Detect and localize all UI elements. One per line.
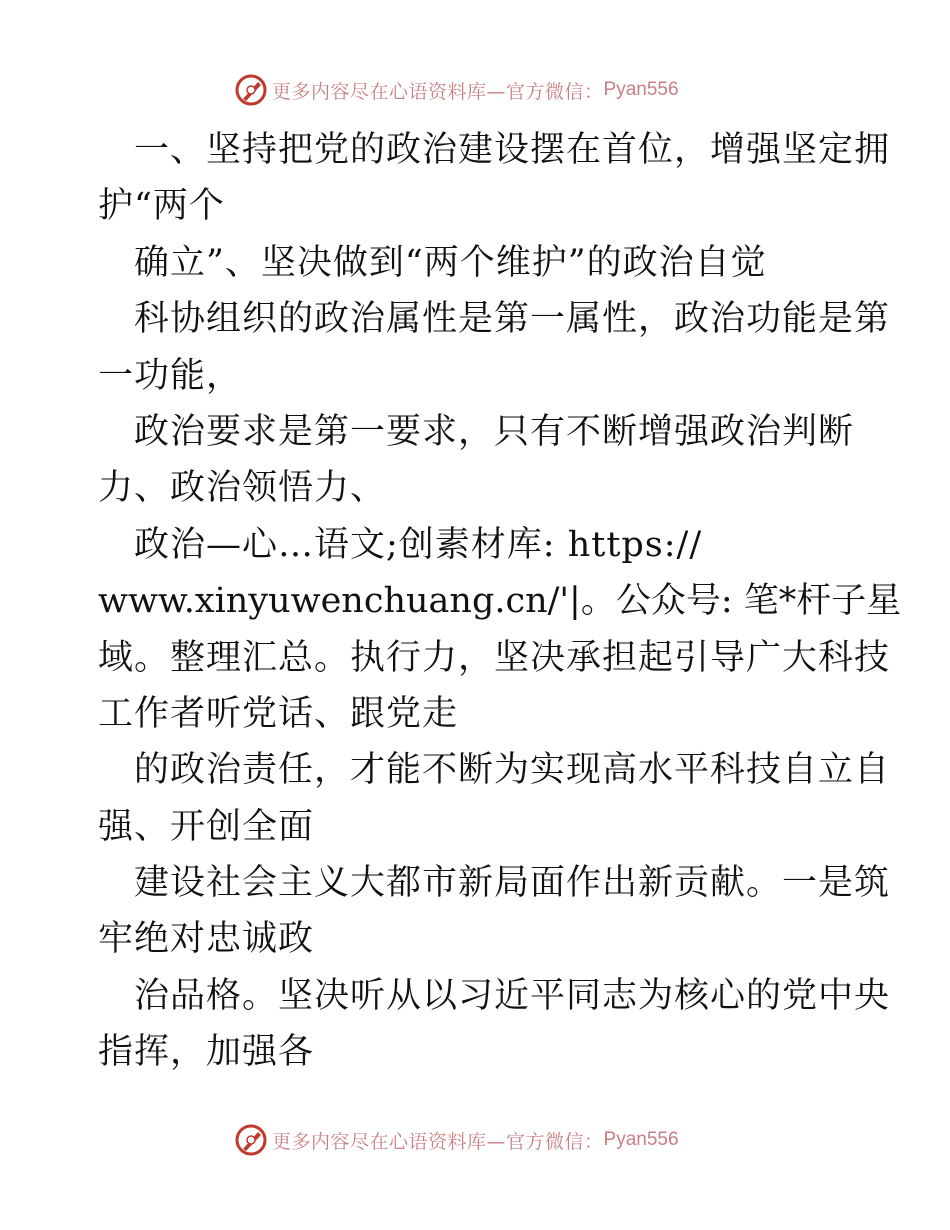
pen-logo-icon <box>234 73 268 107</box>
text-line: 力、政治领悟力、 <box>98 468 387 509</box>
banner-wechat-id: Pyan556 <box>603 1129 679 1150</box>
text-line: 一功能， <box>98 355 243 396</box>
text-line: 政治要求是第一要求，只有不断增强政治判断 <box>134 411 855 452</box>
body-text <box>98 122 902 1081</box>
text-line: 护“两个 <box>98 186 225 227</box>
header-banner <box>234 72 714 108</box>
text-line: 指挥，加强各 <box>98 1032 315 1073</box>
text-line: 的政治责任，才能不断为实现高水平科技自立自 <box>134 750 891 791</box>
text-line: 建设社会主义大都市新局面作出新贡献。一是筑 <box>134 863 891 904</box>
text-line: 工作者听党话、跟党走 <box>98 693 459 734</box>
text-line: 域。整理汇总。执行力，坚决承担起引导广大科技 <box>98 637 891 678</box>
text-line: 政治—心…语文;创素材库: https:// <box>134 524 703 565</box>
footer-banner <box>234 1122 714 1158</box>
banner-wechat-id: Pyan556 <box>603 79 679 100</box>
text-line: 一、坚持把党的政治建设摆在首位，增强坚定拥 <box>134 130 891 170</box>
text-line: 强、开创全面 <box>98 806 315 847</box>
pen-logo-icon <box>234 1123 268 1157</box>
banner-text: 更多内容尽在心语资料库—官方微信： <box>272 1130 604 1153</box>
banner-text: 更多内容尽在心语资料库—官方微信： <box>272 80 604 103</box>
text-line: 确立”、坚决做到“两个维护”的政治自觉 <box>134 242 767 283</box>
text-line: 科协组织的政治属性是第一属性，政治功能是第 <box>134 299 891 340</box>
text-line: 牢绝对忠诚政 <box>98 919 315 960</box>
text-line: www.xinyuwenchuang.cn/'|。公众号: 笔*杆子星 <box>98 581 902 622</box>
text-line: 治品格。坚决听从以习近平同志为核心的党中央 <box>134 975 891 1016</box>
